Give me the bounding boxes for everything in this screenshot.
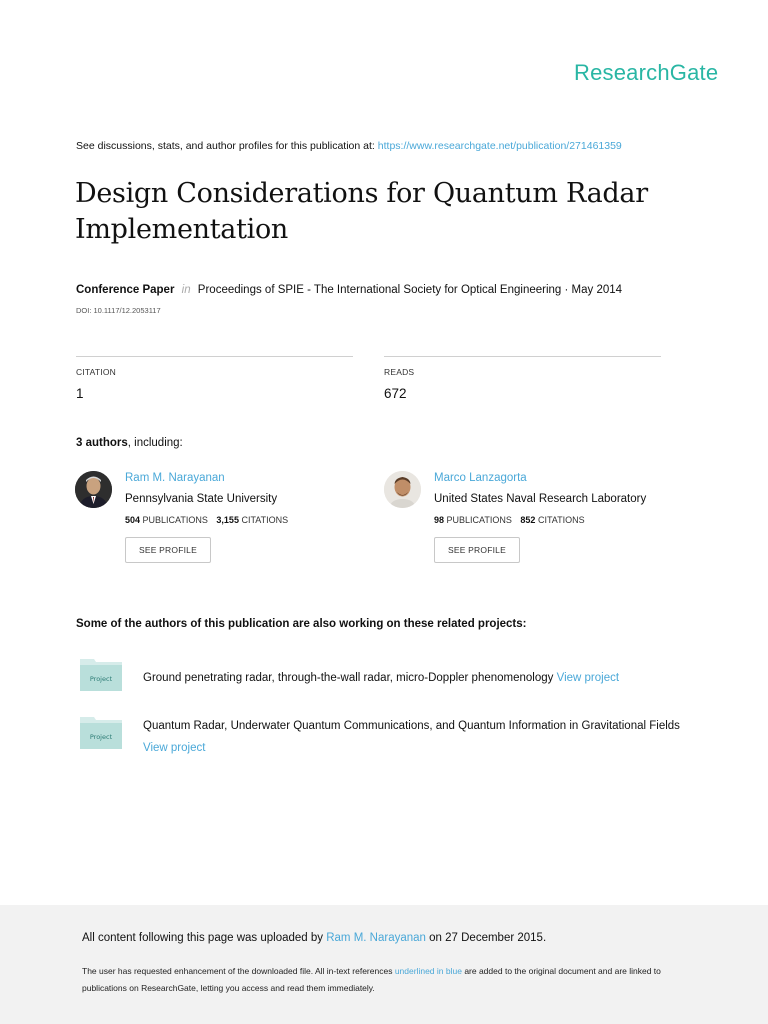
see-discussions-line — [76, 140, 622, 152]
paper-type: Conference Paper — [76, 284, 175, 296]
authors-heading — [76, 437, 183, 449]
publications-label: PUBLICATIONS — [142, 515, 208, 525]
footer — [0, 905, 768, 1024]
project-folder-icon[interactable] — [80, 715, 122, 749]
publications-count: 98 — [434, 515, 445, 525]
see-discussions-text: See discussions, stats, and author profiles for this publication at: — [76, 140, 375, 152]
paper-meta — [76, 284, 622, 296]
citation-stat — [76, 356, 353, 401]
citations-label: CITATIONS — [241, 515, 289, 525]
project-title: Ground penetrating radar, through-the-wall radar, micro-Doppler phenomenology — [143, 672, 554, 684]
see-profile-button[interactable]: SEE PROFILE — [125, 537, 211, 563]
paper-doi: DOI: 10.1117/12.2053117 — [76, 306, 161, 315]
projects-heading: Some of the authors of this publication are also working on these related projects: — [76, 618, 527, 630]
upload-suffix: on 27 December 2015. — [429, 932, 547, 944]
reads-value: 672 — [384, 386, 407, 401]
author-info — [125, 470, 385, 563]
notice-prefix: The user has requested enhancement of the downloaded file. All in-text references — [82, 966, 393, 976]
reads-stat — [384, 356, 661, 401]
author-info — [434, 470, 694, 563]
notice-suffix: are added to the original document and are linked to publications on ResearchGate, letting you access and read them immediately. — [82, 966, 661, 993]
avatar[interactable] — [75, 471, 112, 508]
citations-count: 3,155 — [216, 515, 239, 525]
author-name[interactable]: Ram M. Narayanan — [125, 472, 225, 484]
project-description — [143, 715, 683, 759]
citations-count: 852 — [520, 515, 536, 525]
reads-label: READS — [384, 367, 415, 377]
view-project-link[interactable]: View project — [143, 742, 206, 754]
author-stats — [125, 515, 385, 525]
author-stats — [434, 515, 694, 525]
upload-prefix: All content following this page was uploaded by — [82, 932, 324, 944]
paper-venue[interactable]: Proceedings of SPIE - The International Society for Optical Engineering · May 2014 — [197, 284, 623, 296]
publications-count: 504 — [125, 515, 141, 525]
author-institution: United States Naval Research Laboratory — [434, 493, 647, 505]
citations-label: CITATIONS — [537, 515, 585, 525]
see-profile-button[interactable]: SEE PROFILE — [434, 537, 520, 563]
author-institution: Pennsylvania State University — [125, 493, 278, 505]
citation-value: 1 — [76, 386, 84, 401]
author-name[interactable]: Marco Lanzagorta — [434, 472, 527, 484]
project-folder-label: Project — [89, 733, 113, 741]
avatar[interactable] — [384, 471, 421, 508]
publications-label: PUBLICATIONS — [446, 515, 512, 525]
project-title: Quantum Radar, Underwater Quantum Communications, and Quantum Information in Gravitational Fields — [143, 720, 680, 732]
researchgate-logo[interactable]: ResearchGate — [574, 60, 719, 85]
view-project-link[interactable]: View project — [556, 672, 620, 684]
upload-line — [82, 932, 546, 944]
notice-link-text: underlined in blue — [394, 966, 462, 976]
project-folder-label: Project — [89, 675, 113, 683]
authors-suffix: , including: — [127, 437, 183, 449]
enhancement-notice — [82, 963, 682, 997]
paper-title: Design Considerations for Quantum Radar Implementation — [75, 178, 648, 245]
publication-url-link[interactable]: https://www.researchgate.net/publication/271461359 — [377, 140, 622, 152]
in-label: in — [181, 284, 191, 296]
uploader-link[interactable]: Ram M. Narayanan — [326, 932, 426, 944]
authors-count: 3 authors — [76, 437, 128, 449]
citation-label: CITATION — [76, 367, 117, 377]
project-folder-icon[interactable] — [80, 657, 122, 691]
project-description — [143, 667, 683, 689]
